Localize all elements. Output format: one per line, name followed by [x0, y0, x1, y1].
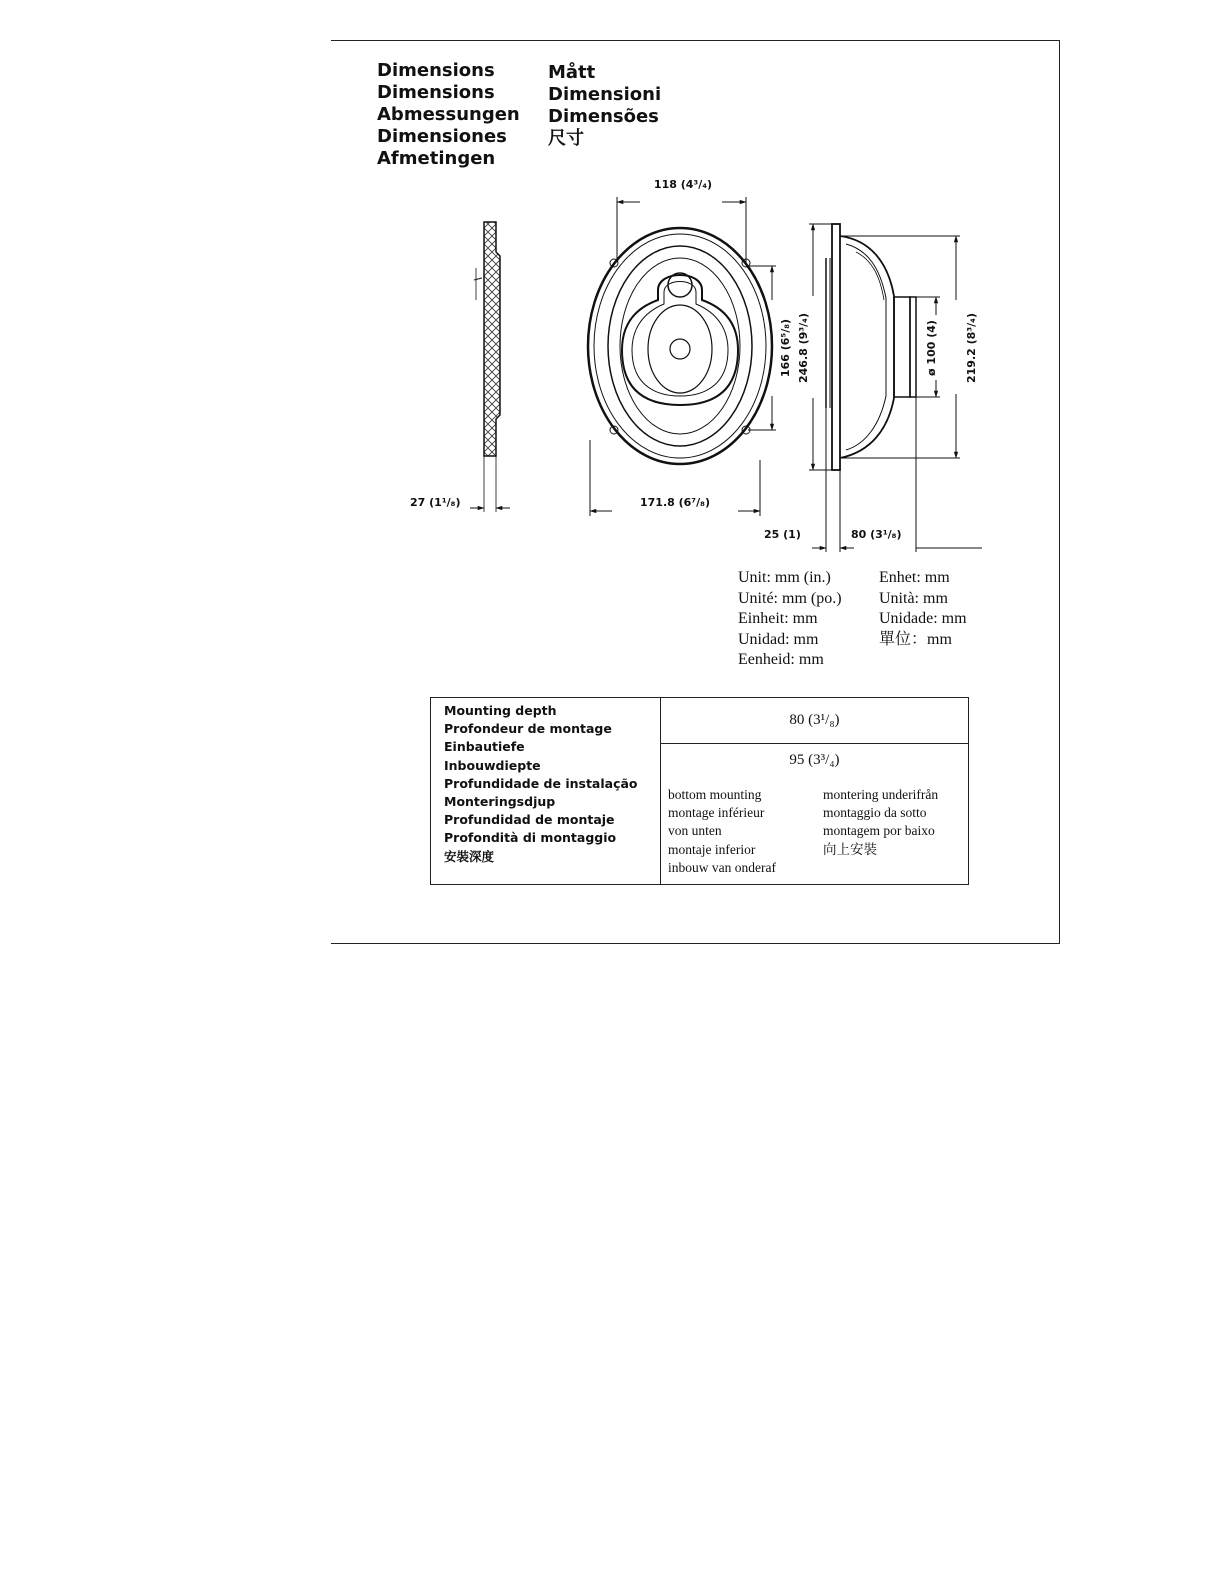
title-line: Dimensiones: [377, 126, 507, 147]
unit-line: Unit: mm (in.): [738, 569, 831, 586]
unit-line: Enhet: mm: [879, 569, 950, 586]
bottom-depth-value: 95 (3³/₄): [789, 752, 840, 768]
bottom-mount-list-right: [823, 786, 938, 859]
bottom-mount-list-left: [668, 786, 776, 877]
mount-line: montagem por baixo: [823, 823, 935, 839]
dimension-height-outer: 246.8 (9³/₄): [797, 313, 810, 383]
unit-line: Eenheid: mm: [738, 651, 824, 668]
label-line: Einbautiefe: [444, 739, 525, 755]
unit-line: Einheit: mm: [738, 610, 818, 627]
title-line: Mått: [548, 62, 596, 83]
mount-line: 向上安裝: [823, 841, 877, 857]
mount-line: montaje inferior: [668, 841, 756, 857]
dimension-grille-depth: 27 (1¹/₈): [410, 496, 461, 509]
dimension-body-depth: 80 (3¹/₈): [851, 528, 902, 541]
label-line: Mounting depth: [444, 703, 557, 718]
dimension-height-side: 219.2 (8³/₄): [965, 313, 978, 383]
unit-line: Unité: mm (po.): [738, 589, 842, 607]
unit-line: Unidade: mm: [879, 610, 967, 627]
standard-depth-value: 80 (3¹/₈): [661, 698, 968, 744]
title-line: Dimensions: [377, 82, 495, 103]
label-line: 安裝深度: [444, 848, 495, 864]
unit-line: 單位：mm: [879, 630, 952, 648]
speaker-front-view: [588, 228, 772, 464]
label-line: Profundidad de montaje: [444, 812, 615, 828]
dimension-magnet-diameter: ø 100 (4): [925, 320, 938, 376]
title-line: Abmessungen: [377, 104, 520, 125]
mount-line: bottom mounting: [668, 787, 762, 802]
mount-line: inbouw van onderaf: [668, 859, 776, 875]
units-list-right: [879, 568, 967, 650]
title-line: 尺寸: [548, 128, 584, 149]
unit-line: Unidad: mm: [738, 630, 819, 648]
mounting-depth-table: [430, 697, 969, 885]
dimension-width-top: 118 (4³/₄): [653, 178, 713, 191]
title-line: Dimensioni: [548, 84, 662, 105]
label-line: Profondità di montaggio: [444, 830, 617, 846]
side-view-dimension-lines: [809, 224, 982, 552]
speaker-side-view: [826, 224, 916, 470]
title-line: Dimensões: [548, 106, 659, 127]
grille-side-view: [470, 222, 510, 512]
dimension-flange-depth: 25 (1): [764, 528, 801, 541]
title-line: Dimensions: [377, 60, 495, 81]
mounting-depth-labels: [431, 698, 661, 884]
mount-line: montage inférieur: [668, 805, 765, 821]
mount-line: von unten: [668, 823, 722, 839]
dimension-height-inner: 166 (6⁵/₈): [779, 318, 792, 378]
mount-line: montering underifrån: [823, 787, 939, 802]
title-line: Afmetingen: [377, 148, 496, 169]
label-line: Inbouwdiepte: [444, 757, 541, 773]
front-view-dimension-lines: [590, 197, 776, 516]
label-line: Profundidade de instalação: [444, 775, 638, 791]
dimension-width-bottom: 171.8 (6⁷/₈): [640, 496, 710, 509]
mount-line: montaggio da sotto: [823, 805, 927, 821]
units-list-left: [738, 568, 842, 671]
label-line: Monteringsdjup: [444, 794, 556, 810]
label-line: Profondeur de montage: [444, 721, 612, 737]
unit-line: Unità: mm: [879, 589, 948, 607]
